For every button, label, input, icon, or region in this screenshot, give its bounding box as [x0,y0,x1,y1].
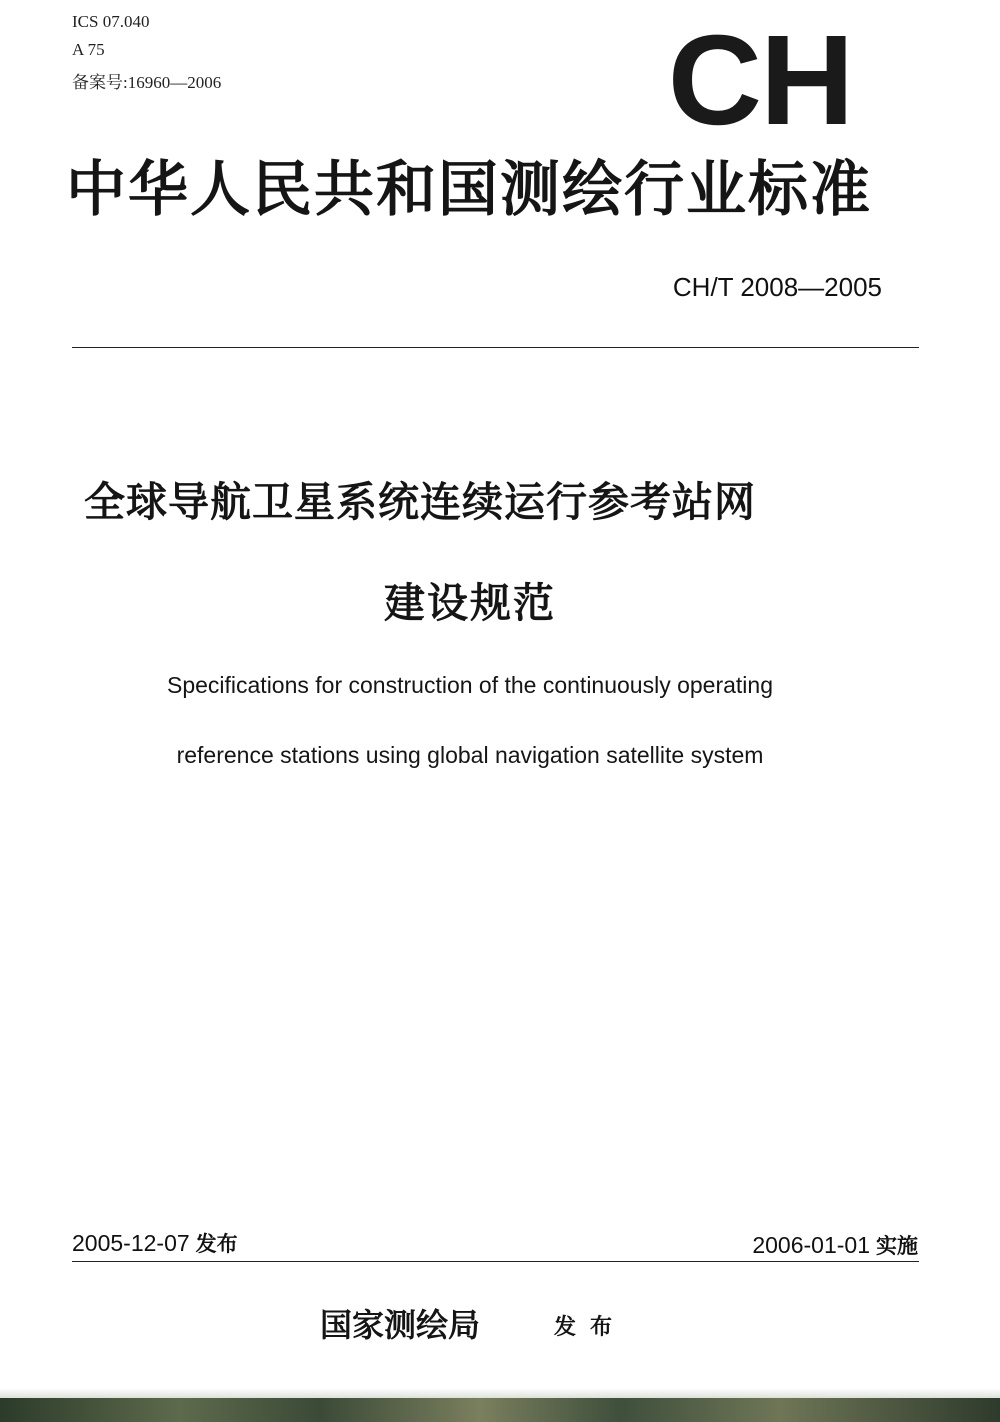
implement-label: 实施 [876,1234,918,1258]
implement-date: 2006-01-01 [752,1232,870,1258]
scan-edge-strip [0,1398,1000,1422]
top-divider [72,347,919,348]
title-en-line2: reference stations using global navigation satellite system [176,742,764,768]
title-cn-line1: 全球导航卫星系统连续运行参考站网 [84,478,756,526]
implement-date-block [752,1230,918,1260]
record-number: 备案号:16960—2006 [72,73,222,92]
org-title: 中华人民共和国测绘行业标准 [66,155,872,225]
issue-date-block [72,1228,238,1258]
ch-logo: CH [667,9,853,152]
issue-label: 发布 [195,1232,238,1256]
standard-number: CH/T 2008—2005 [672,272,882,302]
ics-code: ICS 07.040 [72,12,150,31]
classification-code: A 75 [72,40,105,59]
publisher-name: 国家测绘局 [320,1306,481,1344]
publish-label: 发布 [554,1314,627,1340]
scan-edge-fade [0,1388,1000,1398]
title-cn-line2: 建设规范 [384,579,556,627]
issue-date: 2005-12-07 [72,1230,190,1256]
bottom-divider [72,1261,919,1262]
title-en-line1: Specifications for construction of the continuously operating [166,672,774,698]
